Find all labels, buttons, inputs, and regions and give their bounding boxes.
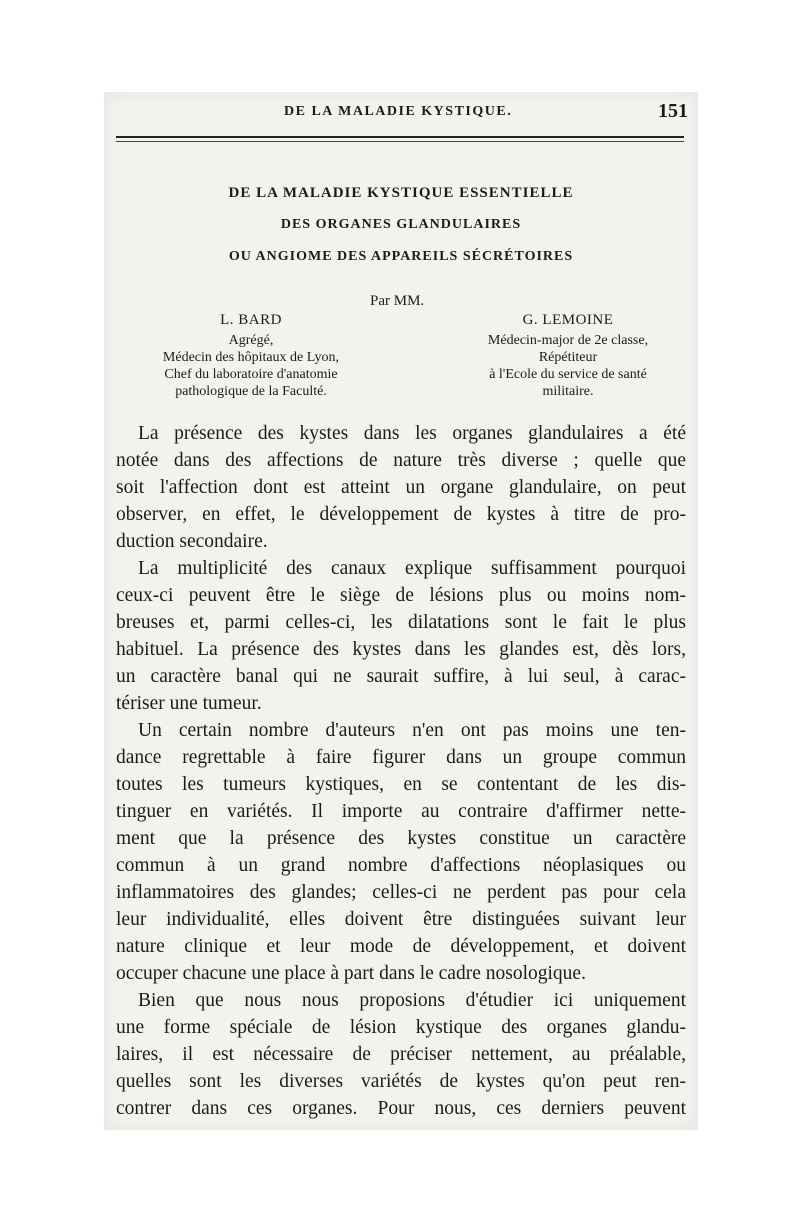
author-affiliation: pathologique de la Faculté. [175, 384, 327, 399]
byline-par: Par MM. [370, 293, 425, 309]
text-line: occuper chacune une place à part dans le cadre nosologique. [116, 963, 586, 984]
author-affiliation: Agrégé, [228, 333, 274, 348]
text-line: contrer dans ces organes. Pour nous, ces derniers peuvent [116, 1098, 686, 1119]
author-lemoine [448, 312, 688, 400]
text-line: leur individualité, elles doivent être distinguées suivant leur [116, 909, 686, 930]
running-head [104, 100, 698, 128]
header-rule-thin [116, 141, 684, 142]
article-title-line-1: DE LA MALADIE KYSTIQUE ESSENTIELLE [228, 185, 574, 201]
author-affiliation: à l'Ecole du service de santé [489, 367, 647, 382]
text-line: habituel. La présence des kystes dans les glandes est, dès lors, [116, 639, 686, 660]
text-line: soit l'affection dont est atteint un organe glandulaire, on peut [116, 477, 686, 498]
running-title: DE LA MALADIE KYSTIQUE. [284, 104, 513, 119]
body-text [116, 420, 686, 1122]
text-line: une forme spéciale de lésion kystique des organes glandu- [116, 1017, 686, 1038]
header-rule [116, 136, 684, 138]
author-affiliation: Médecin des hôpitaux de Lyon, [162, 350, 340, 365]
text-line: notée dans des affections de nature très diverse ; quelle que [116, 450, 686, 471]
text-line: La présence des kystes dans les organes glandulaires a été [138, 423, 686, 444]
text-line: La multiplicité des canaux explique suffisamment pourquoi [138, 558, 686, 579]
text-line: breuses et, parmi celles-ci, les dilatations sont le fait le plus [116, 612, 686, 633]
page-number: 151 [658, 100, 688, 122]
book-page [104, 92, 698, 1130]
author-affiliation: Médecin-major de 2e classe, [487, 333, 649, 348]
text-line: quelles sont les diverses variétés de kystes qu'on peut ren- [116, 1071, 686, 1092]
text-line: duction secondaire. [116, 531, 268, 552]
author-name: G. LEMOINE [522, 312, 614, 328]
text-line: toutes les tumeurs kystiques, en se contentant de les dis- [116, 774, 686, 795]
author-bard [112, 312, 390, 400]
text-line: dance regrettable à faire figurer dans un groupe commun [116, 747, 686, 768]
text-line: nature clinique et leur mode de développement, et doivent [116, 936, 686, 957]
text-line: tinguer en variétés. Il importe au contraire d'affirmer nette- [116, 801, 686, 822]
article-title-line-3: OU ANGIOME DES APPAREILS SÉCRÉTOIRES [228, 249, 574, 264]
text-line: ment que la présence des kystes constitue un caractère [116, 828, 686, 849]
text-line: Un certain nombre d'auteurs n'en ont pas moins une ten- [138, 720, 686, 741]
text-line: un caractère banal qui ne saurait suffire, à lui seul, à carac- [116, 666, 686, 687]
author-affiliation: militaire. [542, 384, 594, 399]
text-line: laires, il est nécessaire de préciser nettement, au préalable, [116, 1044, 686, 1065]
text-line: inflammatoires des glandes; celles-ci ne perdent pas pour cela [116, 882, 686, 903]
text-line: observer, en effet, le développement de kystes à titre de pro- [116, 504, 686, 525]
author-affiliation: Répétiteur [538, 350, 598, 365]
author-name: L. BARD [220, 312, 282, 328]
author-affiliation: Chef du laboratoire d'anatomie [164, 367, 338, 382]
text-line: Bien que nous nous proposions d'étudier ici uniquement [138, 990, 686, 1011]
text-line: ceux-ci peuvent être le siège de lésions plus ou moins nom- [116, 585, 686, 606]
text-line: tériser une tumeur. [116, 693, 262, 714]
article-title-line-2: DES ORGANES GLANDULAIRES [280, 217, 522, 232]
text-line: commun à un grand nombre d'affections néoplasiques ou [116, 855, 686, 876]
